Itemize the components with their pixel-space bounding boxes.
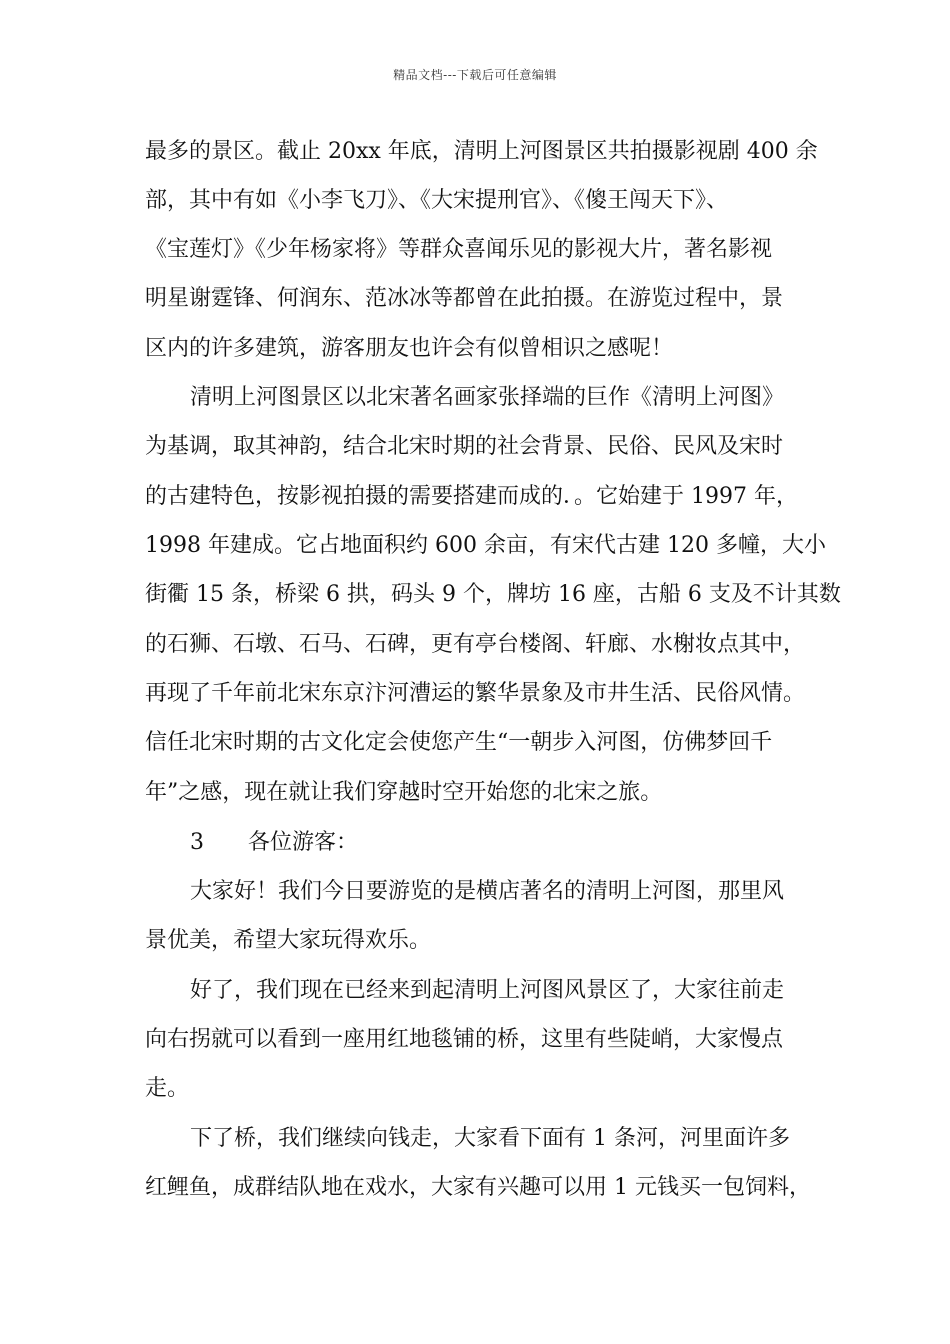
text-line: 最多的景区。截止 20xx 年底，清明上河图景区共拍摄影视剧 400 余 bbox=[145, 139, 818, 164]
text-line: 的古建特色，按影视拍摄的需要搭建而成的．。它始建于 1997 年， bbox=[145, 484, 798, 509]
text-line: 好了，我们现在已经来到起清明上河图风景区了，大家往前走 bbox=[190, 978, 785, 1003]
text-line: 红鲤鱼，成群结队地在戏水，大家有兴趣可以用 1 元钱买一包饲料， bbox=[145, 1175, 811, 1200]
text-line: 为基调，取其神韵，结合北宋时期的社会背景、民俗、民风及宋时 bbox=[145, 434, 784, 459]
text-line: 的石狮、石墩、石马、石碑，更有亭台楼阁、轩廊、水榭妆点其中， bbox=[145, 632, 806, 657]
text-line: 清明上河图景区以北宋著名画家张择端的巨作《清明上河图》 bbox=[190, 385, 785, 410]
text-line: 1998 年建成。它占地面积约 600 余亩，有宋代古建 120 多幢，大小 bbox=[145, 533, 826, 558]
text-line: 区内的许多建筑，游客朋友也许会有似曾相识之感呢！ bbox=[145, 336, 674, 361]
section-heading: 3 各位游客： bbox=[190, 830, 358, 855]
page-header: 精品文档---下载后可任意编辑 bbox=[393, 68, 557, 82]
text-line: 部，其中有如《小李飞刀》、《大宋提刑官》、《傻王闯天下》、 bbox=[145, 188, 729, 213]
text-line: 向右拐就可以看到一座用红地毯铺的桥，这里有些陡峭，大家慢点 bbox=[145, 1027, 784, 1052]
text-line: 大家好！我们今日要游览的是横店著名的清明上河图，那里风 bbox=[190, 879, 785, 904]
text-line: 信任北宋时期的古文化定会使您产生“一朝步入河图，仿佛梦回千 bbox=[145, 730, 773, 755]
text-line: 街衢 15 条，桥梁 6 拱，码头 9 个，牌坊 16 座，古船 6 支及不计其数 bbox=[145, 582, 841, 607]
text-line: 年”之感，现在就让我们穿越时空开始您的北宋之旅。 bbox=[145, 780, 663, 805]
text-line: 明星谢霆锋、何润东、范冰冰等都曾在此拍摄。在游览过程中，景 bbox=[145, 286, 784, 311]
text-line: 走。 bbox=[145, 1076, 190, 1101]
text-line: 下了桥，我们继续向钱走，大家看下面有 1 条河，河里面许多 bbox=[190, 1126, 790, 1151]
text-line: 景优美，希望大家玩得欢乐。 bbox=[145, 928, 432, 953]
text-line: 再现了千年前北宋东京汴河漕运的繁华景象及市井生活、民俗风情。 bbox=[145, 681, 806, 706]
text-line: 《宝莲灯》《少年杨家将》等群众喜闻乐见的影视大片，著名影视 bbox=[145, 237, 773, 262]
